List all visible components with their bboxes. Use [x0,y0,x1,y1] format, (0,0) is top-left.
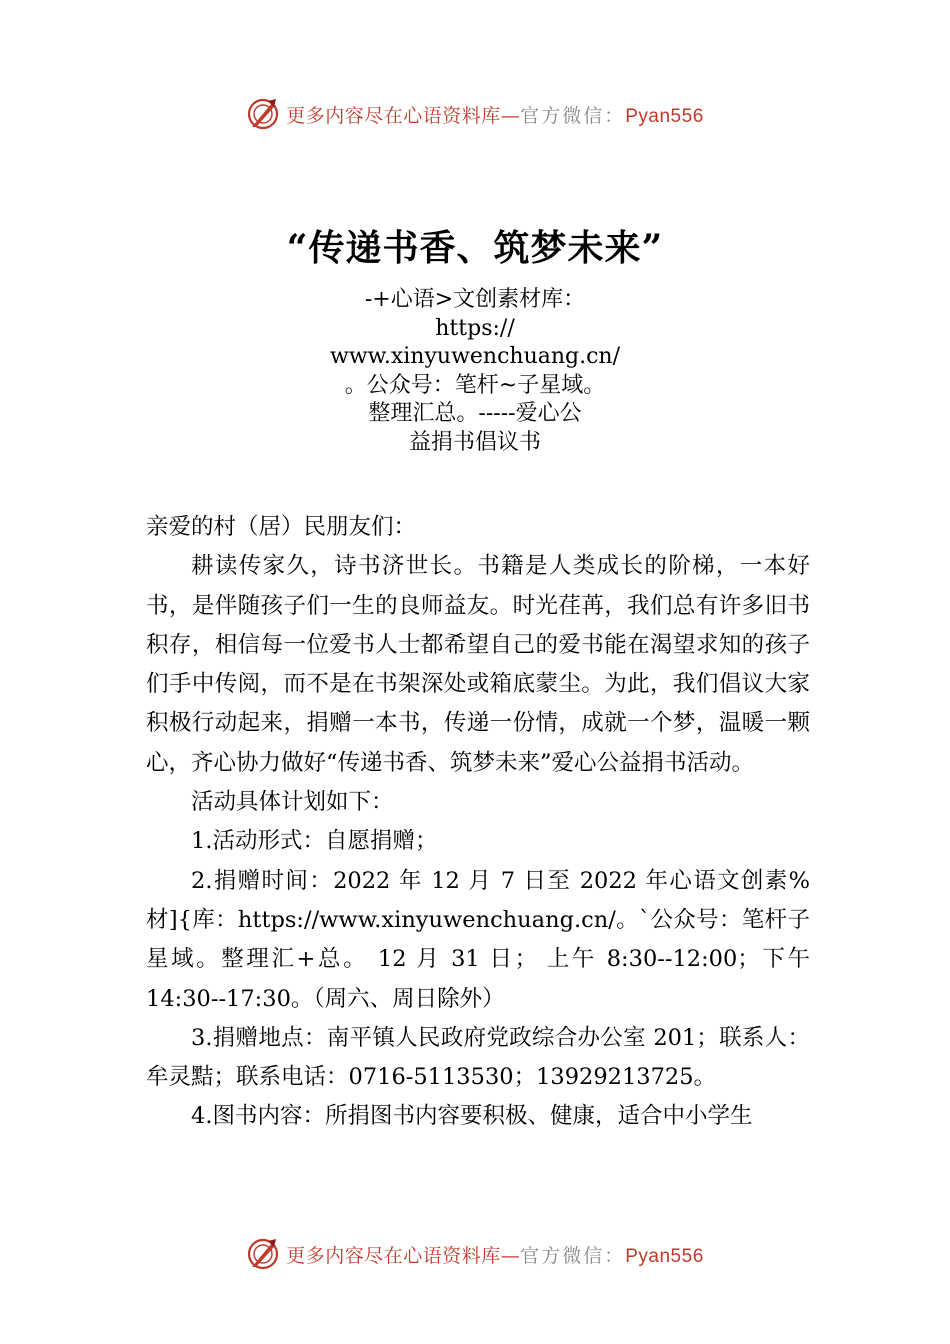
wechat-id: Pyan556 [625,105,704,127]
subtitle-line: https:// [435,315,515,341]
header-banner [0,94,950,134]
paragraph-intro: 耕读传家久，诗书济世长。书籍是人类成长的阶梯，一本好书，是伴随孩子们一生的良师益友。时光荏苒，我们总有许多旧书积存，相信每一位爱书人士都希望自己的爱书能在渴望求知的孩子们手中传阅，而不是在书架深处或箱底蒙尘。为此，我们倡议大家积极行动起来，捐赠一本书，传递一份情，成就一个梦，温暖一颗心，齐心协力做好“传递书香、筑梦未来”爱心公益捐书活动。 [146,553,810,776]
page-title: “传递书香、筑梦未来” [286,227,664,269]
subtitle-line: 益捐书倡议书 [408,429,541,455]
quill-logo-icon [246,1237,280,1271]
subtitle-line: 整理汇总。-----爱心公 [368,401,582,426]
paragraph-item-3: 3.捐赠地点：南平镇人民政府党政综合办公室 201；联系人：牟灵黠；联系电话：0716-5113530；13929213725。 [146,1024,810,1091]
subtitle-line: 。公众号：笔杆~子星域。 [344,372,606,398]
footer-banner [0,1234,950,1274]
document-body [146,508,810,1137]
banner-text: 更多内容尽在心语资料库—官方微信：Pyan556 [286,104,704,127]
paragraph-item-1: 1.活动形式：自愿捐赠； [191,828,438,855]
paragraph-plan-heading: 活动具体计划如下： [191,789,394,816]
salutation: 亲爱的村（居）民朋友们： [146,514,417,540]
subtitle-line: -+心语>文创素材库： [364,287,586,312]
banner-text: 更多内容尽在心语资料库—官方微信：Pyan556 [286,1244,704,1267]
paragraph-item-4: 4.图书内容：所捐图书内容要积极、健康，适合中小学生 [191,1103,753,1130]
subtitle-line: www.xinyuwenchuang.cn/ [329,344,621,369]
paragraph-item-2: 2.捐赠时间：2022 年 12 月 7 日至 2022 年心语文创素%材]{库：https://www.xinyuwenchuang.cn/。`公众号：笔杆子星域。整理汇+总。 12 月 31 日； 上午 8:30--12:00；下午 14:30--17:30。（周六、周日除外） [146,867,810,1012]
subtitle-block [0,286,950,457]
wechat-id: Pyan556 [625,1245,704,1267]
quill-logo-icon [246,97,280,131]
